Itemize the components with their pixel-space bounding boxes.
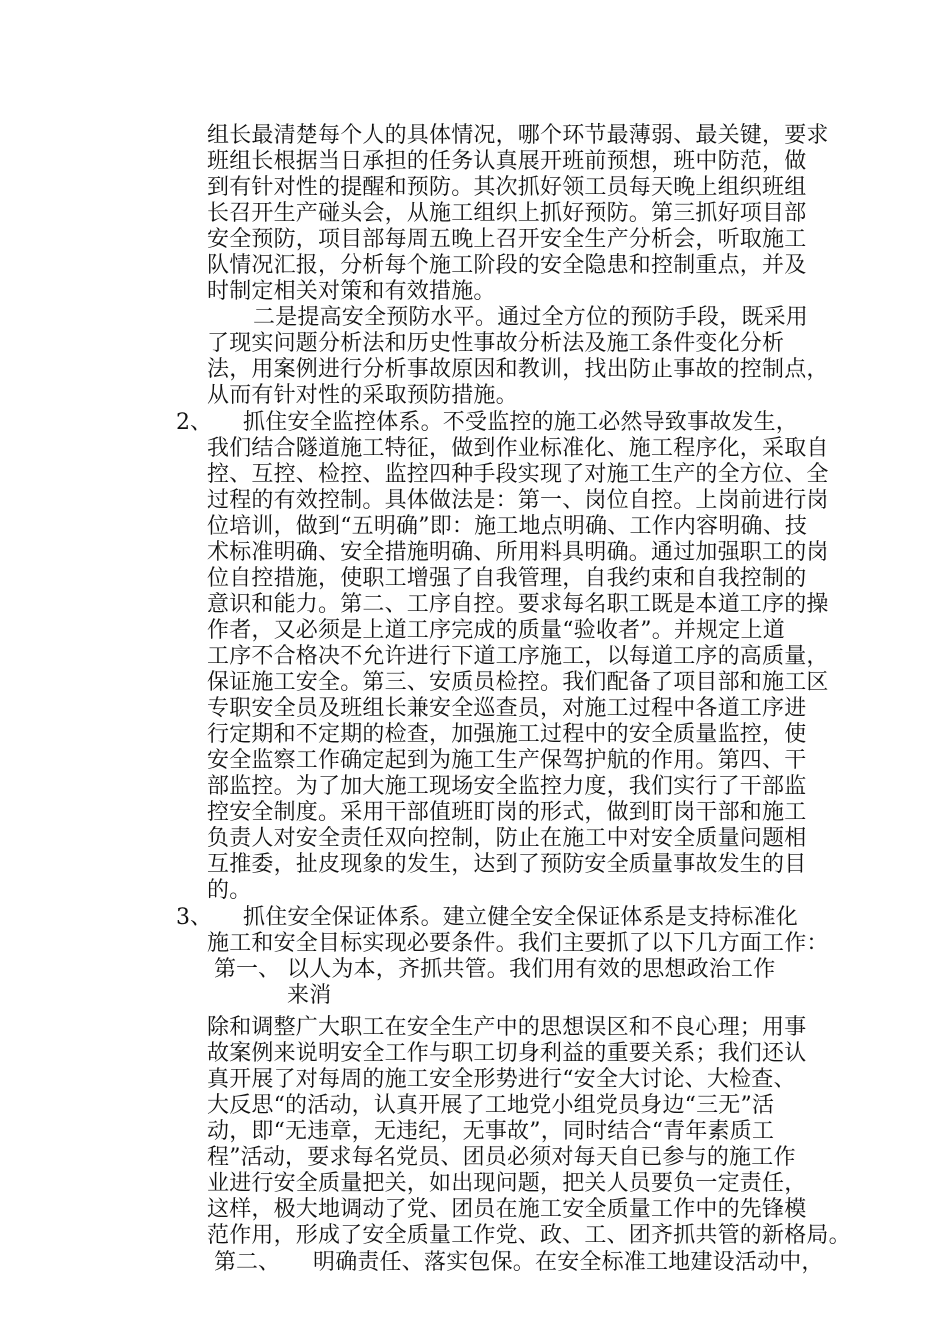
para1-line: 到有针对性的提醒和预防。其次抓好领工员每天晚上组织班组 <box>207 175 807 200</box>
sub1-line: 范作用，形成了安全质量工作党、政、工、团齐抓共管的新格局。 <box>207 1223 851 1248</box>
sub1-first-line: 以人为本，齐抓共管。我们用有效的思想政治工作 <box>287 957 776 982</box>
item3-line: 施工和安全目标实现必要条件。我们主要抓了以下几方面工作： <box>207 931 829 956</box>
para2-line: 了现实问题分析法和历史性事故分析法及施工条件变化分析 <box>207 331 785 356</box>
item2-line: 互推委，扯皮现象的发生，达到了预防安全质量事故发生的目 <box>207 852 807 877</box>
para1-line: 队情况汇报，分析每个施工阶段的安全隐患和控制重点，并及 <box>207 253 807 278</box>
sub1-line: 这样，极大地调动了党、团员在施工安全质量工作中的先锋模 <box>207 1197 807 1222</box>
item2-line: 保证施工安全。第三、安质员检控。我们配备了项目部和施工区 <box>207 670 829 695</box>
item2-line: 我们结合隧道施工特征，做到作业标准化、施工程序化，采取自 <box>207 436 829 461</box>
item3-number: 3、 <box>176 905 212 930</box>
para1-line: 安全预防，项目部每周五晚上召开安全生产分析会，听取施工 <box>207 227 807 252</box>
sub1-line: 故案例来说明安全工作与职工切身利益的重要关系；我们还认 <box>207 1041 807 1066</box>
item2-line: 抓住安全监控体系。不受监控的施工必然导致事故发生， <box>243 410 799 435</box>
item2-line: 的。 <box>207 878 252 903</box>
para2-line: 法，用案例进行分析事故原因和教训，找出防止事故的控制点， <box>207 357 829 382</box>
item2-line: 行定期和不定期的检查，加强施工过程中的安全质量监控，使 <box>207 722 807 747</box>
para1-line: 时制定相关对策和有效措施。 <box>207 279 496 304</box>
item2-line: 位自控措施，使职工增强了自我管理，自我约束和自我控制的 <box>207 566 807 591</box>
item2-line: 工序不合格决不允许进行下道工序施工，以每道工序的高质量， <box>207 644 829 669</box>
sub1-line: 大反思“的活动，认真开展了工地党小组党员身边“三无”活 <box>207 1093 775 1118</box>
sub1-line: 业进行安全质量把关，如出现问题，把关人员要负一定责任， <box>207 1171 807 1196</box>
sub1-wrap-line: 来消 <box>287 983 332 1008</box>
item2-line: 负责人对安全责任双向控制，防止在施工中对安全质量问题相 <box>207 826 807 851</box>
item2-line: 作者，又必须是上道工序完成的质量“验收者”。并规定上道 <box>207 618 785 643</box>
sub2-first-line: 明确责任、落实包保。在安全标准工地建设活动中， <box>313 1250 824 1275</box>
para1-line: 组长最清楚每个人的具体情况，哪个环节最薄弱、最关键，要求 <box>207 123 829 148</box>
item2-line: 控安全制度。采用干部值班盯岗的形式，做到盯岗干部和施工 <box>207 800 807 825</box>
para2-line: 从而有针对性的采取预防措施。 <box>207 383 518 408</box>
para1-line: 班组长根据当日承担的任务认真展开班前预想，班中防范，做 <box>207 149 807 174</box>
item2-line: 位培训，做到“五明确”即：施工地点明确、工作内容明确、技 <box>207 514 808 539</box>
sub2-label: 第二、 <box>214 1250 281 1275</box>
sub1-line: 程”活动，要求每名党员、团员必须对每天自已参与的施工作 <box>207 1145 796 1170</box>
item2-line: 控、互控、检控、监控四种手段实现了对施工生产的全方位、全 <box>207 462 829 487</box>
item2-line: 部监控。为了加大施工现场安全监控力度，我们实行了干部监 <box>207 774 807 799</box>
sub1-line: 真开展了对每周的施工安全形势进行“安全大讨论、大检查、 <box>207 1067 796 1092</box>
item2-line: 安全监察工作确定起到为施工生产保驾护航的作用。第四、干 <box>207 748 807 773</box>
sub1-label: 第一、 <box>214 957 281 982</box>
sub1-line: 动，即“无违章，无违纪，无事故”，同时结合“青年素质工 <box>207 1119 775 1144</box>
item3-line: 抓住安全保证体系。建立健全安全保证体系是支持标准化 <box>243 905 799 930</box>
item2-number: 2、 <box>176 410 212 435</box>
item2-line: 意识和能力。第二、工序自控。要求每名职工既是本道工序的操 <box>207 592 829 617</box>
item2-line: 术标准明确、安全措施明确、所用料具明确。通过加强职工的岗 <box>207 540 829 565</box>
para2-line: 二是提高安全预防水平。通过全方位的预防手段，既采用 <box>253 305 809 330</box>
para1-line: 长召开生产碰头会，从施工组织上抓好预防。第三抓好项目部 <box>207 201 807 226</box>
sub1-line: 除和调整广大职工在安全生产中的思想误区和不良心理；用事 <box>207 1015 807 1040</box>
item2-line: 专职安全员及班组长兼安全巡查员，对施工过程中各道工序进 <box>207 696 807 721</box>
item2-line: 过程的有效控制。具体做法是：第一、岗位自控。上岗前进行岗 <box>207 488 829 513</box>
